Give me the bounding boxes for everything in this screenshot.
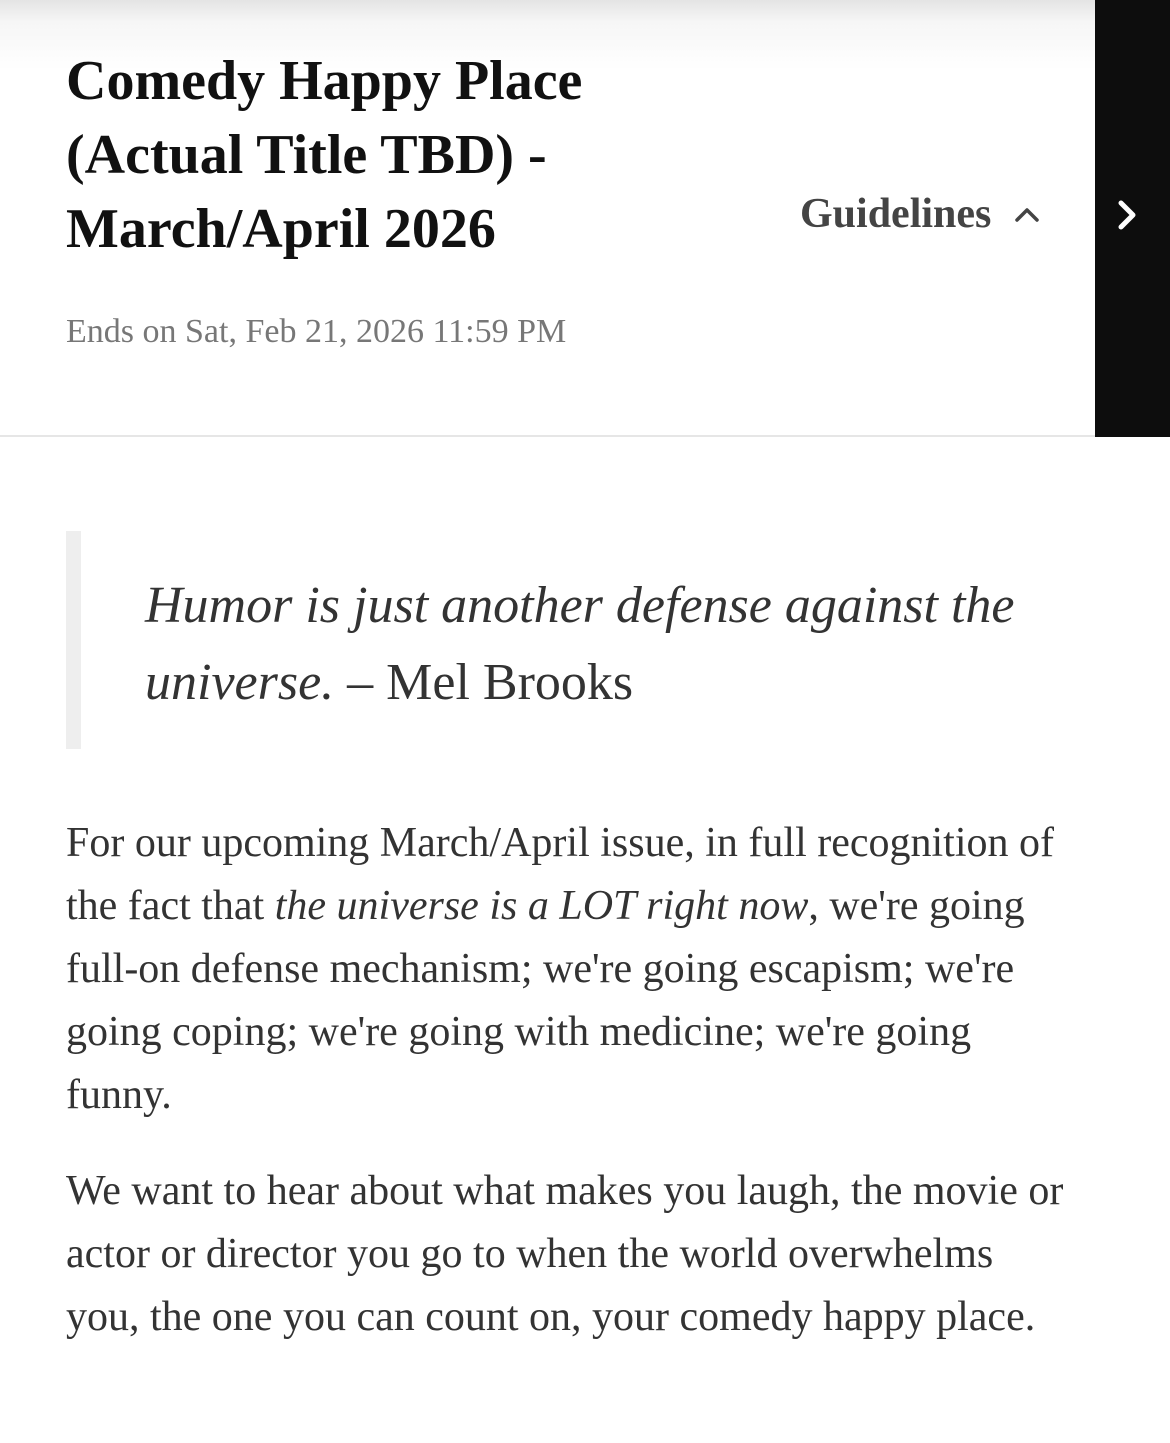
submission-header [0,0,1170,437]
body-paragraph-1 [66,812,1066,1127]
p1-text-a: For our upcoming March/April issue, in full recognition of the fact that [66,820,1055,929]
guidelines-label: Guidelines [800,191,992,237]
p1-italic: the universe is a LOT right now [274,883,809,929]
quote-text [145,567,1045,721]
guidelines-toggle[interactable] [800,188,1041,240]
p1-text-b: , we're going full-on defense mechanism; we're going escapism; we're going coping; we're going with medicine; we're going funny. [66,883,1025,1118]
quote-italic: Humor is just another defense against the universe. [145,577,1015,711]
page-title: Comedy Happy Place (Actual Title TBD) - March/April 2026 [66,50,583,260]
deadline-text: Ends on Sat, Feb 21, 2026 11:59 PM [66,313,567,350]
blockquote [66,531,1046,749]
quote-attribution: – Mel Brooks [334,654,634,711]
body-paragraph-2: We want to hear about what makes you laugh, the movie or actor or director you go to when the world overwhelms you, the one you can count on, your comedy happy place. [66,1168,1064,1340]
chevron-up-icon [1013,204,1041,224]
side-panel-toggle[interactable] [1095,0,1170,437]
chevron-right-icon [1115,198,1141,232]
